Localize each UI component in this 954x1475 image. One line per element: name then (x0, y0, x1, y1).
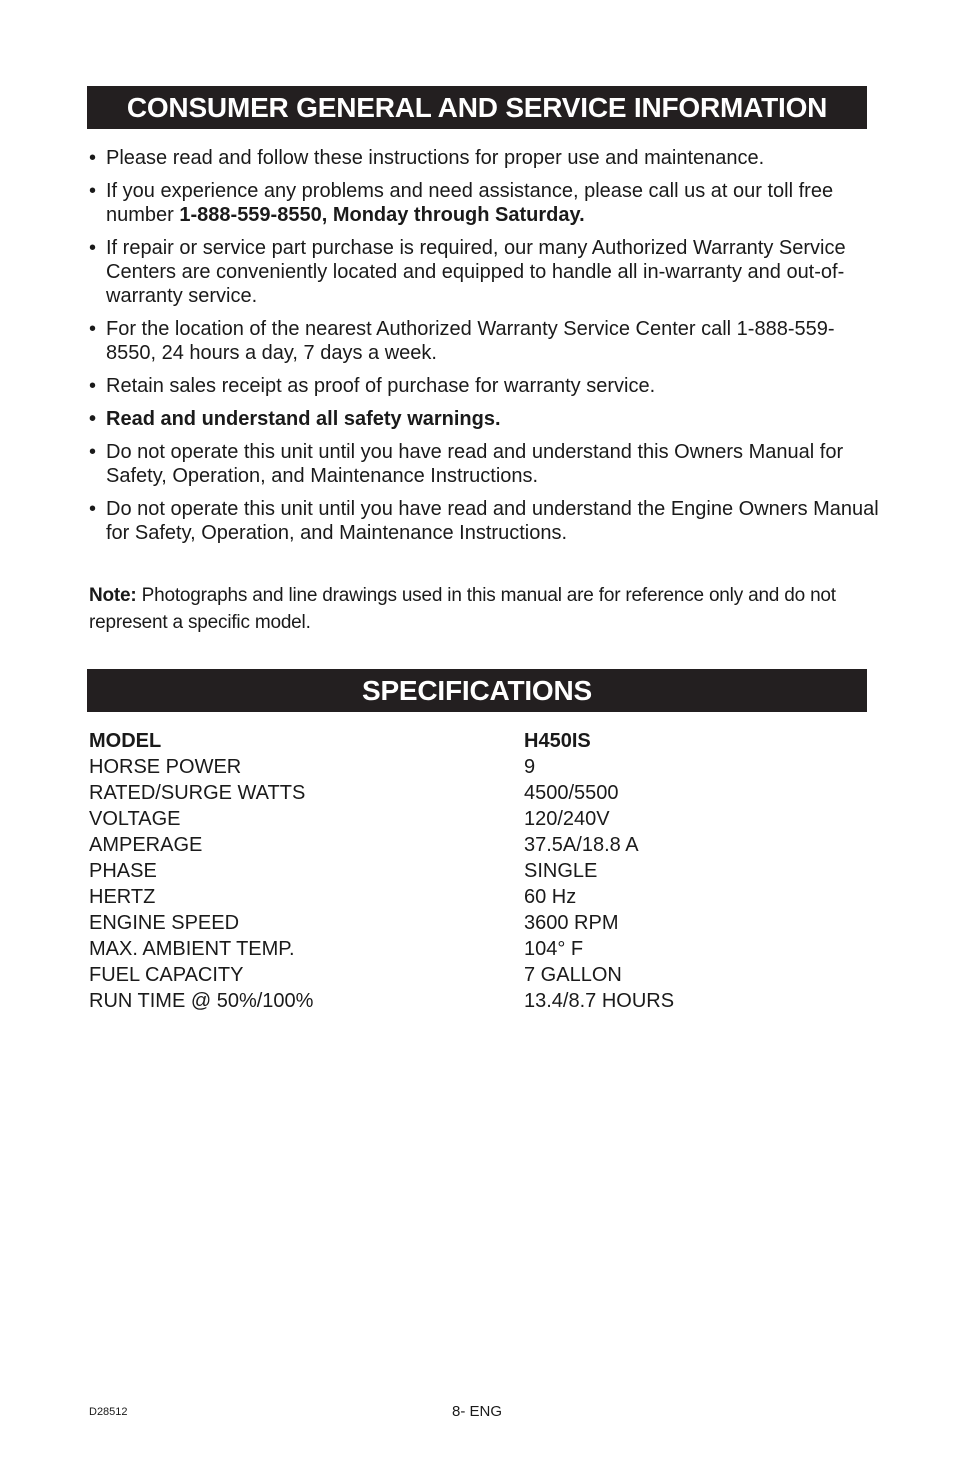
spec-label: HORSE POWER (89, 756, 242, 778)
list-item (89, 374, 879, 398)
spec-value: 9 (524, 756, 536, 778)
bullet-text: Do not operate this unit until you have read and understand this Owners Manual for Safety, Operation, and Maintenance Instructions. (106, 441, 844, 487)
spec-label: MODEL (89, 730, 162, 752)
spec-label: HERTZ (89, 886, 156, 908)
list-item (89, 440, 879, 488)
spec-label: RATED/SURGE WATTS (89, 782, 306, 804)
spec-value: 60 Hz (524, 886, 577, 908)
bullet-icon: • (89, 147, 97, 169)
note-text: Photographs and line drawings used in this manual are for reference only and do not represent a specific model. (89, 585, 836, 633)
spec-value: 4500/5500 (524, 782, 619, 804)
table-row (89, 780, 674, 806)
bullet-icon: • (89, 375, 97, 397)
table-row (89, 858, 674, 884)
spec-label: RUN TIME @ 50%/100% (89, 990, 314, 1012)
table-row (89, 806, 674, 832)
bullet-text: Retain sales receipt as proof of purchase for warranty service. (106, 375, 656, 397)
bullet-icon: • (89, 237, 97, 259)
bullet-text: Please read and follow these instructions for proper use and maintenance. (106, 147, 765, 169)
list-item (89, 497, 879, 545)
spec-value: 7 GALLON (524, 964, 622, 986)
table-row (89, 910, 674, 936)
table-row (89, 962, 674, 988)
list-item (89, 317, 879, 365)
bullet-text: Read and understand all safety warnings. (106, 408, 501, 430)
table-row (89, 754, 674, 780)
spec-label: FUEL CAPACITY (89, 964, 244, 986)
spec-label: AMPERAGE (89, 834, 203, 856)
info-bullet-list (89, 146, 879, 554)
document-code: D28512 (89, 1406, 128, 1418)
bullet-icon: • (89, 498, 97, 520)
table-row (89, 884, 674, 910)
table-row (89, 936, 674, 962)
page-number: 8- ENG (451, 1403, 502, 1420)
bullet-icon: • (89, 408, 97, 430)
table-row (89, 832, 674, 858)
spec-label: PHASE (89, 860, 157, 882)
table-row (89, 728, 674, 754)
note-paragraph (89, 582, 879, 636)
spec-value: 104° F (524, 938, 584, 960)
spec-value: SINGLE (524, 860, 598, 882)
bullet-icon: • (89, 180, 97, 202)
list-item (89, 407, 879, 431)
spec-label: MAX. AMBIENT TEMP. (89, 938, 295, 960)
bullet-text: Do not operate this unit until you have read and understand the Engine Owners Manual for Safety, Operation, and Maintenance Instructions. (106, 498, 879, 544)
bullet-text: If you experience any problems and need assistance, please call us at our toll free number (106, 180, 834, 226)
spec-label: ENGINE SPEED (89, 912, 240, 934)
bullet-text: For the location of the nearest Authorized Warranty Service Center call 1-888-559-8550, 24 hours a day, 7 days a week. (106, 318, 835, 364)
bullet-text: If repair or service part purchase is required, our many Authorized Warranty Service Centers are conveniently located and equipped to handle all in-warranty and out-of-warranty service. (106, 237, 846, 307)
spec-value: 13.4/8.7 HOURS (524, 990, 675, 1012)
spec-value: 37.5A/18.8 A (524, 834, 639, 856)
spec-label: VOLTAGE (89, 808, 181, 830)
section-title-specifications: SPECIFICATIONS (87, 669, 867, 712)
phone-hours-text: 1-888-559-8550, Monday through Saturday. (179, 204, 585, 226)
spec-value: 3600 RPM (524, 912, 619, 934)
spec-value: H450IS (524, 730, 591, 752)
table-row (89, 988, 674, 1014)
list-item (89, 146, 879, 170)
note-label: Note: (89, 585, 137, 606)
list-item (89, 179, 879, 227)
specifications-table (89, 728, 674, 1014)
list-item (89, 236, 879, 308)
spec-value: 120/240V (524, 808, 610, 830)
section-title-general: CONSUMER GENERAL AND SERVICE INFORMATION (87, 86, 867, 129)
bullet-icon: • (89, 441, 97, 463)
bullet-icon: • (89, 318, 97, 340)
